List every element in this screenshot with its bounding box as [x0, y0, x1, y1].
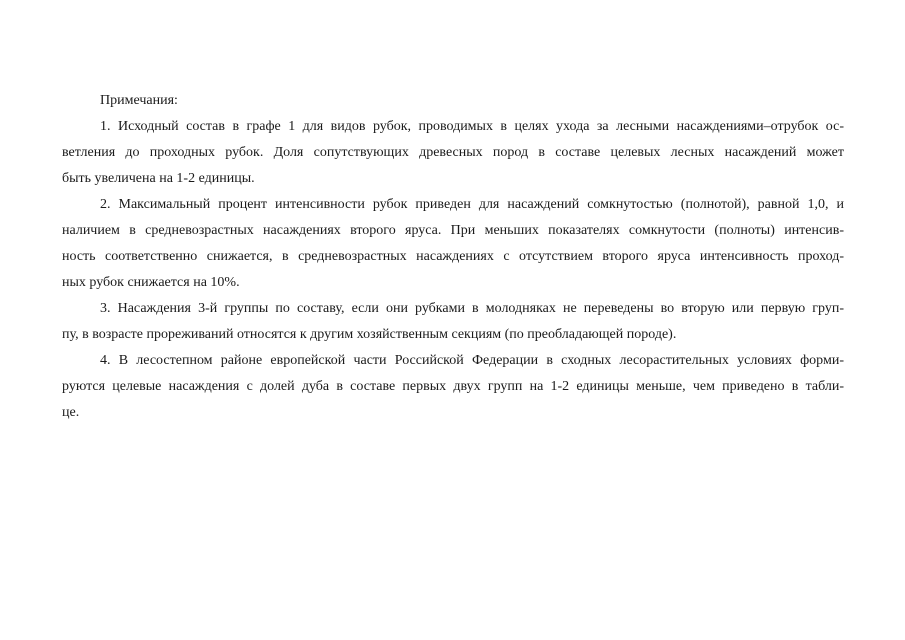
note-4-line-2: руются целевые насаждения с долей дуба в составе первых двух групп на 1-2 единицы меньше, чем приведено в табли- — [62, 379, 844, 394]
note-2 — [62, 192, 844, 296]
note-3 — [62, 296, 844, 348]
note-3-line-2: пу, в возрасте прореживаний относятся к другим хозяйственным секциям (по преобладающей породе). — [62, 327, 677, 342]
note-2-line-1: 2. Максимальный процент интенсивности рубок приведен для насаждений сомкнутостью (полнотой), равной 1,0, и — [100, 197, 844, 212]
note-3-line-1: 3. Насаждения 3-й группы по составу, если они рубками в молодняках не переведены во вторую или первую груп- — [100, 301, 844, 316]
note-1-line-3: быть увеличена на 1-2 единицы. — [62, 171, 255, 186]
notes-section — [62, 88, 844, 426]
note-4 — [62, 348, 844, 426]
note-2-line-2: наличием в средневозрастных насаждениях второго яруса. При меньших показателях сомкнутости (полноты) интенсив- — [62, 223, 844, 238]
note-1-line-2: ветления до проходных рубок. Доля сопутствующих древесных пород в составе целевых лесных насаждений может — [62, 145, 844, 160]
note-1-line-1: 1. Исходный состав в графе 1 для видов рубок, проводимых в целях ухода за лесными насаждениями–отрубок ос- — [100, 119, 844, 134]
note-4-line-3: це. — [62, 405, 80, 420]
note-4-line-1: 4. В лесостепном районе европейской части Российской Федерации в сходных лесорастительных условиях форми- — [100, 353, 844, 368]
note-2-line-4: ных рубок снижается на 10%. — [62, 275, 240, 290]
note-1 — [62, 114, 844, 192]
notes-heading: Примечания: — [100, 93, 178, 108]
note-2-line-3: ность соответственно снижается, в средневозрастных насаждениях с отсутствием второго яруса интенсивность проход- — [62, 249, 844, 264]
